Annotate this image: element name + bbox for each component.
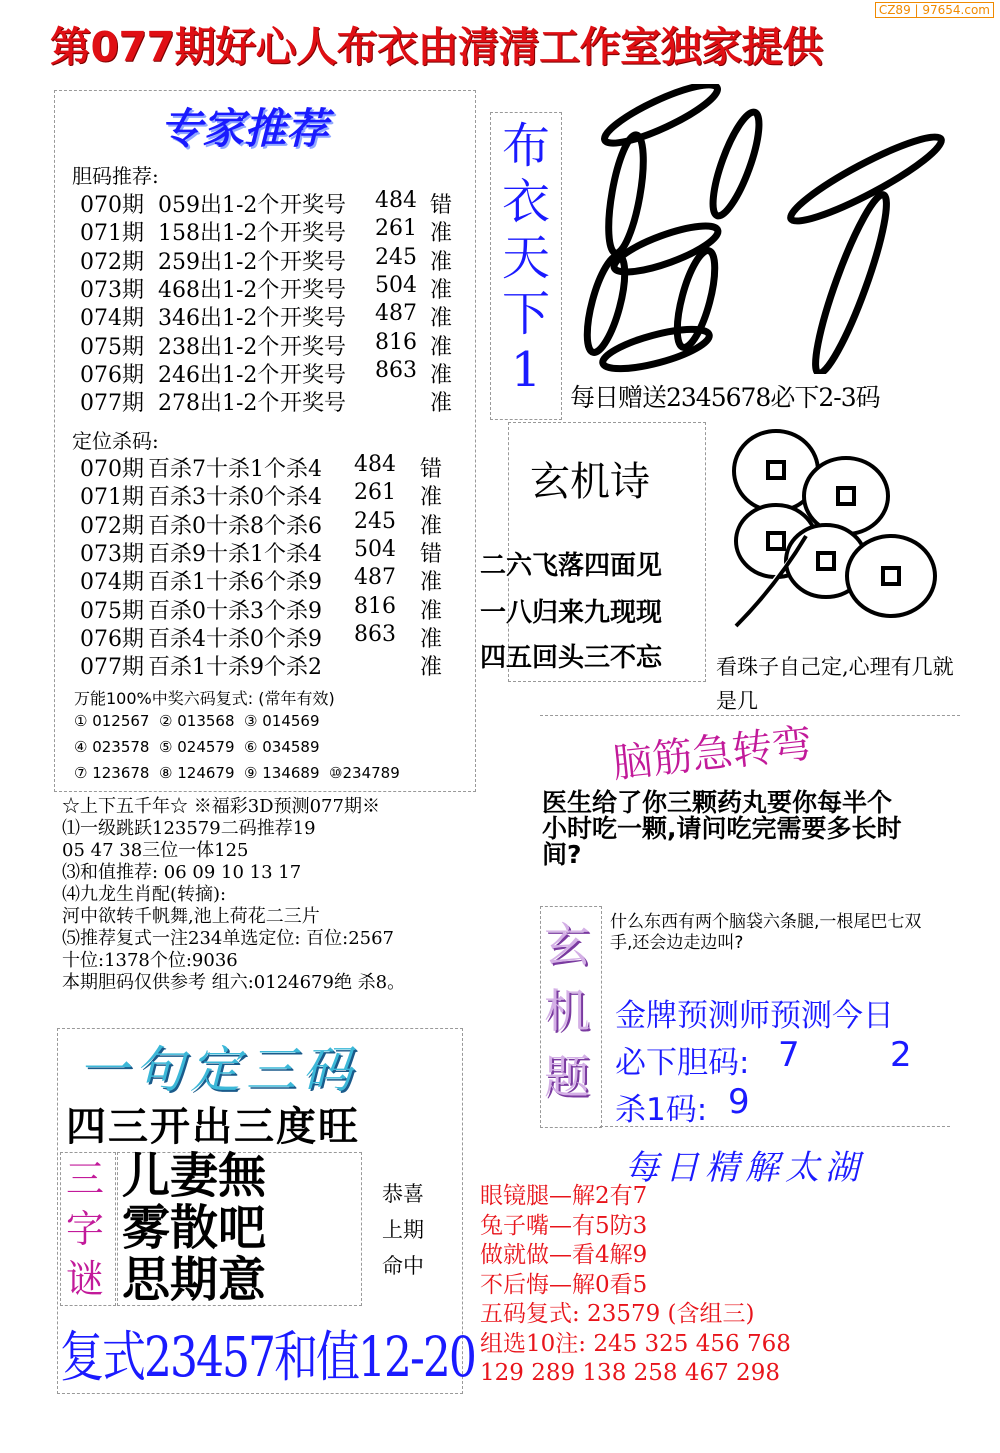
kill-cell-num: 816 [354, 593, 396, 619]
history-line: 本期胆码仅供参考 组六:0124679绝 杀8。 [62, 972, 406, 993]
must-value: 2 [890, 1035, 912, 1075]
kill-row [80, 594, 470, 622]
kill-cell-period: 075期 [80, 598, 144, 624]
kill-cell-period: 076期 [80, 626, 144, 652]
big-line: 雾散吧 [122, 1200, 267, 1256]
kill-cell-pick: 百杀0十杀8个杀6 [148, 513, 322, 539]
buyi-vertical [496, 118, 556, 398]
six-code-line: ① 012567 ② 013568 ③ 014569 [74, 712, 320, 730]
kill-cell-num: 487 [354, 565, 396, 591]
kill-cell-period: 071期 [80, 485, 144, 511]
taihu-line: 五码复式: 23579 (含组三) [480, 1301, 755, 1327]
dan-row [80, 386, 470, 417]
dan-cell-period: 074期 [80, 306, 144, 332]
kill-cell-pick: 百杀3十杀0个杀4 [148, 485, 322, 511]
riddle-line: 四三开出三度旺 [66, 1104, 360, 1150]
kill-row [80, 537, 470, 565]
taihu-line: 组选10注: 245 325 456 768 [480, 1330, 791, 1357]
buyi-char: 衣 [501, 174, 550, 230]
kill-cell-pick: 百杀0十杀3个杀9 [148, 598, 322, 624]
dan-cell-result: 准 [430, 334, 453, 360]
buyi-char: 下 [501, 286, 550, 342]
kill-cell-result: 准 [420, 598, 443, 624]
dan-row [80, 301, 470, 332]
kill-cell-period: 073期 [80, 541, 144, 567]
brain-title: 脑筋急转弯 [610, 720, 815, 788]
kill-cell-num: 863 [354, 621, 396, 647]
kill-cell-period: 074期 [80, 570, 144, 596]
congrats-line: 命中 [382, 1254, 424, 1278]
xuanji-question: 什么东西有两个脑袋六条腿,一根尾巴七双手,还会边走边叫? [610, 912, 922, 953]
kill-cell-result: 准 [420, 485, 443, 511]
six-code-line: ⑦ 123678 ⑧ 124679 ⑨ 134689 ⑩234789 [74, 764, 400, 782]
dan-cell-num: 484 [375, 188, 417, 213]
dan-cell-num: 245 [375, 244, 417, 270]
dan-cell-result: 准 [430, 277, 453, 303]
taihu-line: 兔子嘴—有5防3 [480, 1212, 648, 1239]
dan-cell-mid: 开奖号 [280, 391, 347, 417]
kill-cell-period: 072期 [80, 513, 144, 539]
kill-row [80, 452, 470, 480]
dan-cell-mid: 开奖号 [280, 334, 347, 360]
history-line: ⑴一级跳跃123579二码推荐19 [62, 818, 316, 839]
kill-cell-result: 准 [420, 655, 443, 681]
dan-cell-pick: 158出1-2个 [158, 221, 280, 247]
dan-row [80, 330, 470, 358]
brain-question: 医生给了你三颗药丸要你每半个小时吃一颗,请问吃完需要多长时间? [542, 788, 902, 869]
dan-cell-period: 072期 [80, 249, 144, 275]
dan-cell-pick: 059出1-2个 [158, 193, 280, 218]
poem-line: 一八归来九现现 [480, 598, 663, 628]
kill-row [80, 650, 470, 681]
dan-cell-period: 075期 [80, 334, 144, 360]
coins-art [716, 426, 966, 646]
dan-cell-pick: 278出1-2个 [158, 391, 280, 417]
dan-cell-mid: 开奖号 [280, 249, 347, 275]
dan-cell-period: 077期 [80, 391, 144, 417]
dan-row [80, 358, 470, 386]
dan-cell-result: 准 [430, 306, 453, 332]
history-block [62, 796, 482, 994]
history-line: ⑸推荐复式一注234单选定位: 百位:2567 [62, 928, 395, 949]
kill-row [80, 509, 470, 537]
kill-cell-pick: 百杀1十杀9个杀2 [148, 655, 322, 681]
history-line: ☆上下五千年☆ ※福彩3D预测077期※ [62, 796, 380, 817]
taihu-line: 做就做—看4解9 [480, 1242, 648, 1268]
kill-cell-num: 245 [354, 508, 396, 534]
kill-cell-period: 070期 [80, 457, 144, 482]
taihu-line: 眼镜腿—解2有7 [480, 1183, 648, 1209]
history-line: 十位:1378个位:9036 [62, 950, 238, 971]
kill-label: 定位杀码: [72, 429, 159, 453]
daily-gift: 每日赠送2345678必下2-3码 [570, 383, 880, 412]
taihu-line: 129 289 138 258 467 298 [480, 1360, 780, 1386]
history-line: ⑶和值推荐: 06 09 10 13 17 [62, 862, 302, 883]
must-label: 必下胆码: [615, 1045, 750, 1081]
big-line: 思期意 [122, 1252, 267, 1308]
dan-row [80, 273, 470, 301]
dan-cell-pick: 346出1-2个 [158, 306, 280, 332]
dan-row [80, 188, 470, 216]
expert-title: 专家推荐 [160, 104, 329, 153]
dan-cell-result: 准 [430, 391, 453, 417]
kill-cell-num: 484 [354, 452, 396, 477]
six-code-label: 万能100%中奖六码复式: (常年有效) [74, 689, 335, 708]
dan-cell-pick: 246出1-2个 [158, 362, 280, 388]
dan-cell-period: 070期 [80, 193, 144, 218]
big-number-art [566, 84, 966, 374]
beads-caption: 看珠子自己定,心理有几就是几 [716, 655, 954, 713]
watermark: CZ89 | 97654.com [875, 2, 994, 18]
kill-row [80, 480, 470, 511]
xuanji-title: 玄机题 [544, 918, 590, 1104]
gold-line: 金牌预测师预测今日 [615, 998, 894, 1034]
kill-cell-num: 261 [354, 480, 396, 506]
congrats-line: 恭喜 [382, 1182, 424, 1206]
kill-table [80, 452, 470, 682]
dan-cell-mid: 开奖号 [280, 277, 347, 303]
six-code-line: ④ 023578 ⑤ 024579 ⑥ 034589 [74, 738, 320, 756]
dan-cell-num: 816 [375, 329, 417, 355]
dan-cell-num: 261 [375, 216, 417, 242]
dan-cell-num: 863 [375, 357, 417, 383]
dan-table [80, 188, 470, 418]
dan-cell-pick: 238出1-2个 [158, 334, 280, 360]
buyi-char: 1 [510, 342, 542, 398]
kill-cell-result: 错 [420, 457, 443, 482]
kill-code-value: 9 [728, 1082, 750, 1122]
dan-cell-mid: 开奖号 [280, 306, 347, 332]
formula-line: 复式23457和值12-20 [60, 1325, 475, 1390]
dan-cell-mid: 开奖号 [280, 362, 347, 388]
poem-title: 玄机诗 [530, 459, 650, 505]
kill-cell-pick: 百杀1十杀6个杀9 [148, 570, 322, 596]
kill-row [80, 622, 470, 650]
kill-cell-result: 准 [420, 570, 443, 596]
kill-cell-period: 077期 [80, 655, 144, 681]
dan-row [80, 245, 470, 273]
must-value: 7 [778, 1035, 800, 1075]
dan-cell-pick: 468出1-2个 [158, 277, 280, 303]
taihu-title: 每日精解太湖 [625, 1148, 865, 1188]
taihu-line: 不后悔—解0看5 [480, 1271, 648, 1298]
kill-row [80, 565, 470, 596]
page-title: 第077期好心人布衣由清清工作室独家提供 [50, 23, 823, 71]
dan-cell-result: 准 [430, 221, 453, 247]
taihu-lines [480, 1182, 960, 1389]
poem-line: 四五回头三不忘 [480, 643, 663, 673]
buyi-char: 天 [501, 230, 550, 286]
dan-cell-result: 错 [430, 193, 453, 218]
dan-cell-num: 487 [375, 301, 417, 327]
history-line: 河中欲转千帆舞,池上荷花二三片 [62, 906, 320, 927]
dan-label: 胆码推荐: [72, 164, 159, 188]
buyi-char: 布 [501, 118, 550, 174]
dan-cell-period: 076期 [80, 362, 144, 388]
dan-cell-period: 073期 [80, 277, 144, 303]
dan-cell-period: 071期 [80, 221, 144, 247]
side-label: 三字谜 [66, 1157, 105, 1301]
dan-cell-mid: 开奖号 [280, 221, 347, 247]
history-line: ⑷九龙生肖配(转摘): [62, 884, 227, 905]
sentence-title: 一句定三码 [78, 1041, 358, 1099]
dan-row [80, 216, 470, 247]
kill-cell-pick: 百杀4十杀0个杀9 [148, 626, 322, 652]
dan-cell-result: 准 [430, 362, 453, 388]
dan-cell-num: 504 [375, 272, 417, 298]
dan-cell-mid: 开奖号 [280, 193, 347, 218]
taihu-box [600, 1126, 950, 1129]
kill-cell-result: 错 [420, 541, 443, 567]
poem-line: 二六飞落四面见 [480, 551, 663, 581]
big-line: 儿妻無 [122, 1148, 267, 1204]
kill-cell-pick: 百杀7十杀1个杀4 [148, 457, 322, 482]
dan-cell-result: 准 [430, 249, 453, 275]
dan-cell-pick: 259出1-2个 [158, 249, 280, 275]
kill-cell-result: 准 [420, 513, 443, 539]
congrats-line: 上期 [382, 1218, 424, 1242]
history-line: 05 47 38三位一体125 [62, 840, 249, 861]
kill-cell-num: 504 [354, 536, 396, 562]
kill-code-label: 杀1码: [615, 1092, 708, 1128]
kill-cell-result: 准 [420, 626, 443, 652]
kill-cell-pick: 百杀9十杀1个杀4 [148, 541, 322, 567]
